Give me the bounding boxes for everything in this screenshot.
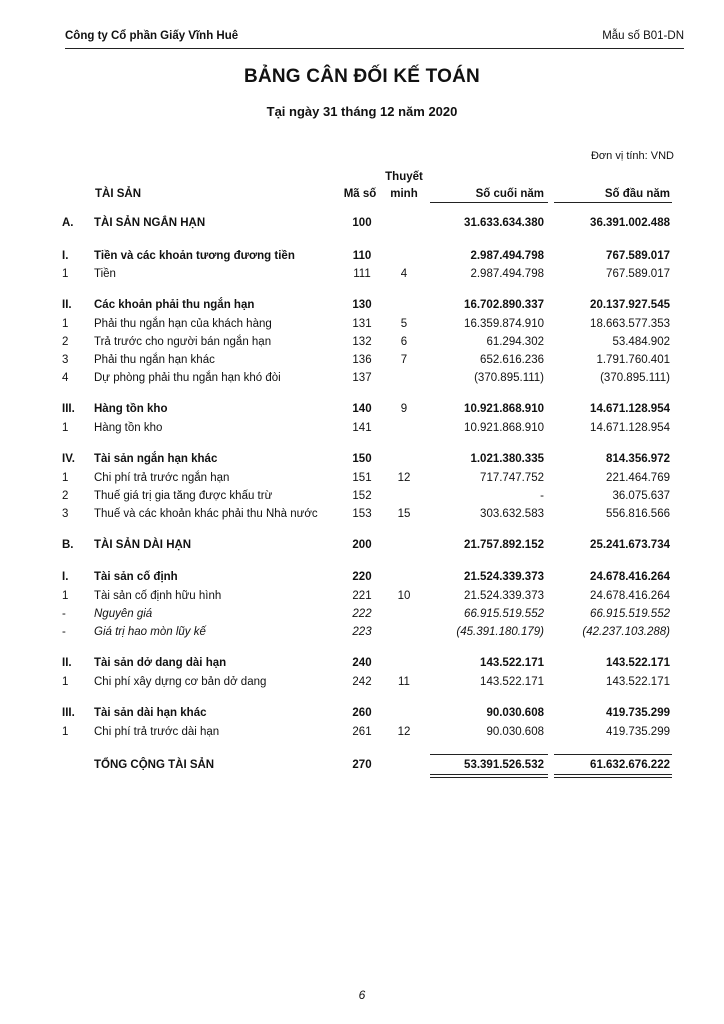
row-number: I. — [62, 250, 69, 262]
row-number: 1 — [62, 422, 69, 434]
row-number: B. — [62, 539, 74, 551]
table-row — [60, 624, 680, 641]
row-end-of-year-value: 10.921.868.910 — [464, 422, 544, 434]
row-number: 1 — [62, 268, 69, 280]
row-beginning-of-year-value: 767.589.017 — [606, 268, 670, 280]
row-code: 110 — [352, 250, 372, 262]
row-beginning-of-year-value: (370.895.111) — [600, 372, 670, 384]
row-number: I. — [62, 571, 69, 583]
row-label: Giá trị hao mòn lũy kế — [94, 626, 206, 638]
row-number: 3 — [62, 508, 69, 520]
row-label: Nguyên giá — [94, 608, 153, 620]
row-end-of-year-value: 143.522.171 — [480, 657, 544, 669]
company-name: Công ty Cổ phần Giấy Vĩnh Huê — [65, 30, 239, 42]
row-code: 153 — [352, 508, 372, 520]
row-end-of-year-value: 16.702.890.337 — [464, 299, 544, 311]
row-code: 221 — [352, 590, 372, 602]
row-note: 6 — [400, 336, 408, 348]
row-label: Hàng tồn kho — [94, 422, 163, 434]
row-label: Chi phí trả trước ngắn hạn — [94, 472, 230, 484]
page-header — [65, 28, 684, 49]
row-label: Tài sản dài hạn khác — [94, 707, 207, 719]
row-label: Hàng tồn kho — [94, 403, 168, 415]
document-subtitle: Tại ngày 31 tháng 12 năm 2020 — [266, 104, 458, 119]
table-row — [60, 655, 680, 672]
row-number: IV. — [62, 453, 76, 465]
row-label: TÀI SẢN NGẮN HẠN — [94, 217, 206, 229]
row-label: Thuế và các khoản khác phải thu Nhà nước — [94, 508, 318, 520]
row-code: 136 — [352, 354, 372, 366]
row-code: 260 — [352, 707, 372, 719]
row-label: Phải thu ngắn hạn của khách hàng — [94, 318, 272, 330]
table-row — [60, 757, 680, 774]
row-number: 1 — [62, 676, 69, 688]
row-beginning-of-year-value: 143.522.171 — [606, 657, 670, 669]
row-end-of-year-value: 16.359.874.910 — [464, 318, 544, 330]
total-line-end — [430, 754, 548, 755]
table-row — [60, 248, 680, 265]
row-code: 111 — [353, 268, 371, 280]
row-code: 141 — [352, 422, 372, 434]
row-beginning-of-year-value: 419.735.299 — [606, 707, 670, 719]
row-end-of-year-value: 90.030.608 — [486, 707, 544, 719]
row-number: II. — [62, 299, 72, 311]
column-header-beginning-of-year: Số đầu năm — [604, 188, 670, 200]
row-note: 9 — [400, 403, 408, 415]
row-beginning-of-year-value: 36.391.002.488 — [590, 217, 670, 229]
table-row — [60, 266, 680, 283]
row-note: 12 — [397, 472, 411, 484]
row-end-of-year-value: 652.616.236 — [480, 354, 544, 366]
currency-unit: Đơn vị tính: VND — [590, 150, 674, 162]
header-underline-end — [430, 202, 548, 203]
row-beginning-of-year-value: (42.237.103.288) — [582, 626, 670, 638]
row-end-of-year-value: 1.021.380.335 — [470, 453, 544, 465]
row-end-of-year-value: (370.895.111) — [474, 372, 544, 384]
row-note: 4 — [400, 268, 408, 280]
row-label: Các khoản phải thu ngắn hạn — [94, 299, 255, 311]
document-title: BẢNG CÂN ĐỐI KẾ TOÁN — [244, 66, 480, 87]
table-row — [60, 588, 680, 605]
row-number: III. — [62, 707, 75, 719]
table-row — [60, 297, 680, 314]
column-header-end-of-year: Số cuối năm — [475, 188, 544, 200]
header-underline-start — [554, 202, 672, 203]
row-code: 137 — [352, 372, 372, 384]
row-beginning-of-year-value: 419.735.299 — [606, 726, 670, 738]
page-number: 6 — [358, 988, 366, 1002]
row-beginning-of-year-value: 24.678.416.264 — [590, 590, 670, 602]
row-beginning-of-year-value: 53.484.902 — [612, 336, 670, 348]
row-code: 130 — [352, 299, 372, 311]
row-end-of-year-value: 66.915.519.552 — [464, 608, 544, 620]
row-end-of-year-value: 90.030.608 — [486, 726, 544, 738]
table-row — [60, 451, 680, 468]
row-label: TỔNG CỘNG TÀI SẢN — [94, 759, 215, 771]
row-number: 4 — [62, 372, 69, 384]
row-number: 1 — [62, 590, 69, 602]
row-end-of-year-value: 2.987.494.798 — [470, 250, 544, 262]
row-number: 2 — [62, 336, 69, 348]
table-row — [60, 334, 680, 351]
row-beginning-of-year-value: 20.137.927.545 — [590, 299, 670, 311]
row-end-of-year-value: 21.757.892.152 — [464, 539, 544, 551]
row-code: 131 — [352, 318, 372, 330]
table-row — [60, 724, 680, 741]
row-code: 223 — [352, 626, 372, 638]
row-number: II. — [62, 657, 72, 669]
row-end-of-year-value: 21.524.339.373 — [464, 571, 544, 583]
table-row — [60, 537, 680, 554]
table-row — [60, 316, 680, 333]
row-number: 1 — [62, 726, 69, 738]
double-underline-end — [430, 774, 548, 778]
table-row — [60, 569, 680, 586]
row-beginning-of-year-value: 14.671.128.954 — [590, 403, 670, 415]
row-number: 3 — [62, 354, 69, 366]
row-end-of-year-value: 717.747.752 — [480, 472, 544, 484]
form-code: Mẫu số B01-DN — [602, 30, 684, 42]
row-number: A. — [62, 217, 74, 229]
column-header-note-line2: minh — [390, 188, 418, 200]
row-number: - — [62, 608, 66, 620]
table-row — [60, 674, 680, 691]
table-row — [60, 705, 680, 722]
row-label: Tài sản ngắn hạn khác — [94, 453, 218, 465]
row-end-of-year-value: 10.921.868.910 — [464, 403, 544, 415]
table-row — [60, 420, 680, 437]
total-line-start — [554, 754, 672, 755]
row-label: Tài sản dở dang dài hạn — [94, 657, 227, 669]
row-code: 132 — [352, 336, 372, 348]
row-number: 2 — [62, 490, 69, 502]
row-label: Thuế giá trị gia tăng được khấu trừ — [94, 490, 273, 502]
row-beginning-of-year-value: 61.632.676.222 — [590, 759, 670, 771]
row-beginning-of-year-value: 556.816.566 — [606, 508, 670, 520]
row-beginning-of-year-value: 25.241.673.734 — [590, 539, 670, 551]
row-code: 152 — [352, 490, 372, 502]
row-label: Tài sản cố định — [94, 571, 178, 583]
column-header-asset: TÀI SẢN — [95, 188, 141, 200]
row-end-of-year-value: 2.987.494.798 — [470, 268, 544, 280]
row-label: Tài sản cố định hữu hình — [94, 590, 222, 602]
column-header-note-line1: Thuyết — [385, 171, 423, 183]
row-number: - — [62, 626, 66, 638]
row-label: Trả trước cho người bán ngắn hạn — [94, 336, 272, 348]
row-code: 261 — [352, 726, 372, 738]
table-row — [60, 506, 680, 523]
table-row — [60, 470, 680, 487]
table-row — [60, 370, 680, 387]
row-number: III. — [62, 403, 75, 415]
row-label: Tiền — [94, 268, 116, 280]
row-beginning-of-year-value: 36.075.637 — [612, 490, 670, 502]
table-row — [60, 401, 680, 418]
table-row — [60, 488, 680, 505]
row-beginning-of-year-value: 143.522.171 — [606, 676, 670, 688]
row-beginning-of-year-value: 814.356.972 — [606, 453, 670, 465]
row-beginning-of-year-value: 24.678.416.264 — [590, 571, 670, 583]
row-label: Chi phí trả trước dài hạn — [94, 726, 220, 738]
table-row — [60, 352, 680, 369]
row-note: 15 — [397, 508, 411, 520]
column-header-code: Mã số — [343, 188, 377, 200]
row-code: 242 — [352, 676, 372, 688]
row-end-of-year-value: 303.632.583 — [480, 508, 544, 520]
table-row — [60, 606, 680, 623]
row-note: 12 — [397, 726, 411, 738]
row-beginning-of-year-value: 1.791.760.401 — [596, 354, 670, 366]
row-label: Chi phí xây dựng cơ bản dở dang — [94, 676, 267, 688]
row-code: 270 — [352, 759, 372, 771]
row-number: 1 — [62, 318, 69, 330]
row-beginning-of-year-value: 66.915.519.552 — [590, 608, 670, 620]
row-end-of-year-value: 61.294.302 — [486, 336, 544, 348]
row-label: Tiền và các khoản tương đương tiền — [94, 250, 295, 262]
row-end-of-year-value: 53.391.526.532 — [464, 759, 544, 771]
row-beginning-of-year-value: 221.464.769 — [606, 472, 670, 484]
row-code: 220 — [352, 571, 372, 583]
row-code: 150 — [352, 453, 372, 465]
row-end-of-year-value: 31.633.634.380 — [464, 217, 544, 229]
row-label: Phải thu ngắn hạn khác — [94, 354, 215, 366]
row-end-of-year-value: 143.522.171 — [480, 676, 544, 688]
row-label: TÀI SẢN DÀI HẠN — [94, 539, 192, 551]
row-label: Dự phòng phải thu ngắn hạn khó đòi — [94, 372, 281, 384]
row-code: 140 — [352, 403, 372, 415]
row-code: 200 — [352, 539, 372, 551]
row-code: 240 — [352, 657, 372, 669]
row-note: 10 — [397, 590, 411, 602]
row-note: 7 — [400, 354, 408, 366]
row-end-of-year-value: - — [540, 490, 544, 502]
row-end-of-year-value: 21.524.339.373 — [464, 590, 544, 602]
row-beginning-of-year-value: 14.671.128.954 — [590, 422, 670, 434]
row-number: 1 — [62, 472, 69, 484]
row-note: 5 — [400, 318, 408, 330]
row-code: 222 — [352, 608, 372, 620]
row-beginning-of-year-value: 767.589.017 — [606, 250, 670, 262]
double-underline-start — [554, 774, 672, 778]
row-code: 100 — [352, 217, 372, 229]
row-code: 151 — [352, 472, 372, 484]
row-note: 11 — [398, 676, 410, 688]
row-beginning-of-year-value: 18.663.577.353 — [590, 318, 670, 330]
table-row — [60, 215, 680, 232]
row-end-of-year-value: (45.391.180.179) — [456, 626, 544, 638]
